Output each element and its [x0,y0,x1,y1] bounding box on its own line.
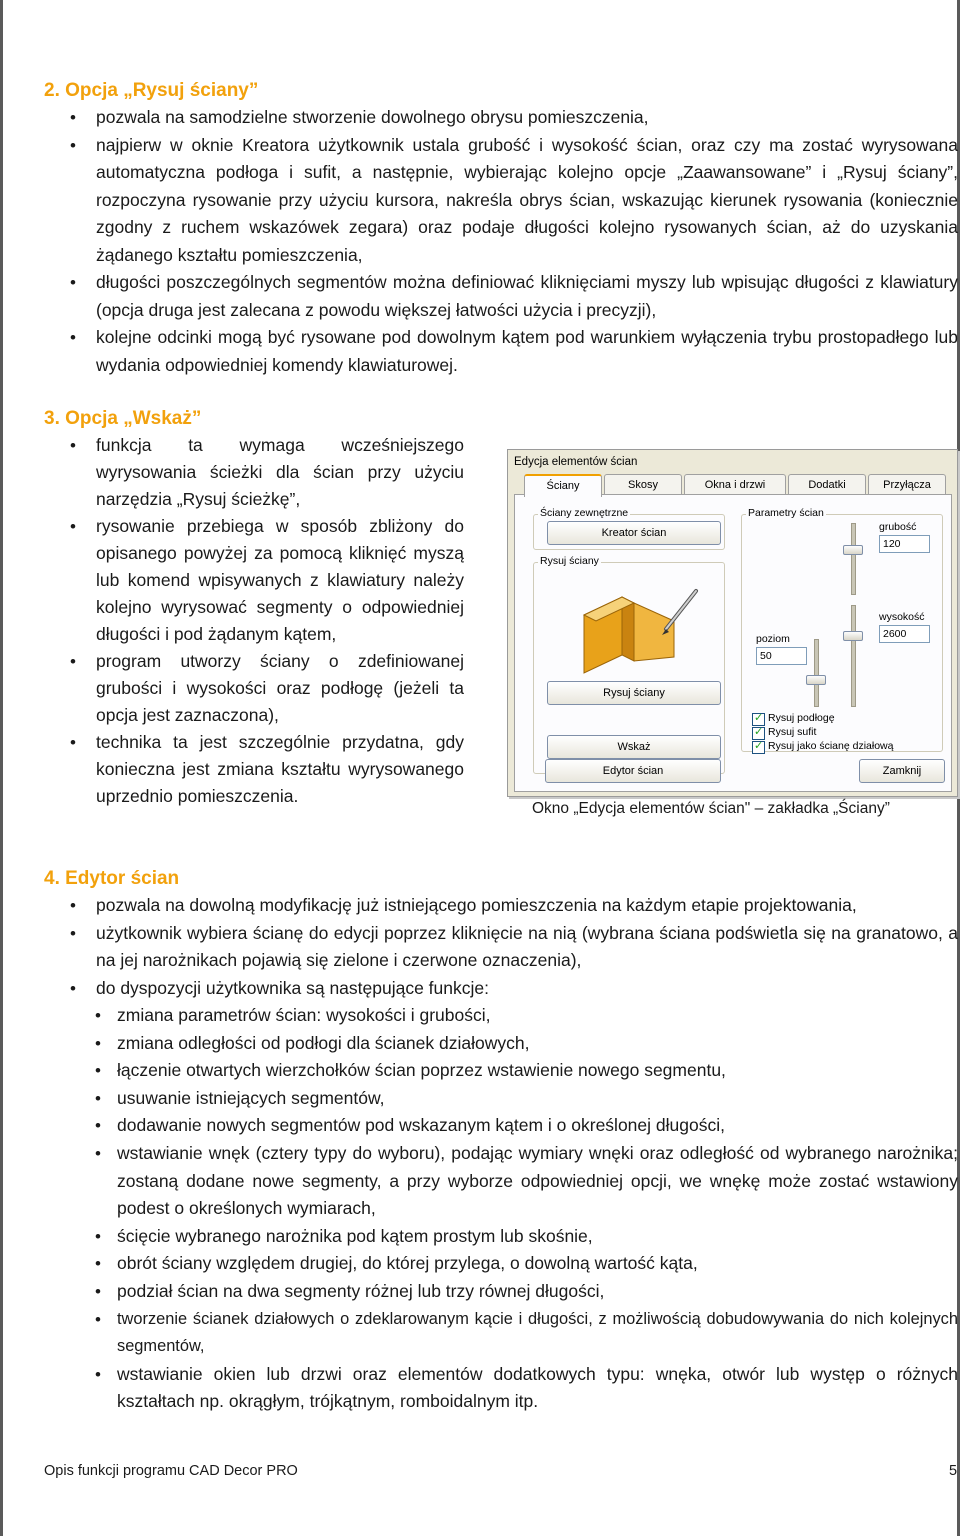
tab-sciany[interactable]: Ściany [524,474,602,497]
section-edytor-scian [44,866,958,1416]
draw-walls-button[interactable]: Rysuj ściany [547,681,721,705]
list-item: • funkcja ta wymaga wcześniejszego wyrysowania ścieżki dla ścian przy użyciu narzędzia „Rysuj ścieżkę”, [44,432,464,513]
tab-przylacza[interactable]: Przyłącza [868,474,946,495]
group-label: Ściany zewnętrzne [540,507,629,519]
tab-skosy[interactable]: Skosy [604,474,682,495]
level-input[interactable]: 50 [756,647,807,665]
group-wall-params [741,507,943,752]
figure-caption: Okno „Edycja elementów ścian" – zakładka „Ściany” [532,800,890,817]
tab-okna-i-drzwi[interactable]: Okna i drzwi [684,474,786,495]
height-label: wysokość [879,611,925,623]
wall-drawing-icon [562,577,712,677]
sub-list-item: • zmiana odległości od podłogi dla ścianek działowych, [44,1030,958,1058]
sub-list-item: • podział ścian na dwa segmenty różnej lub trzy równej długości, [44,1278,958,1306]
sub-list-item: • tworzenie ścianek działowych o zdeklarowanym kącie i długości, z możliwością dobudowywania do nich kolejnych segmentów, [44,1306,958,1361]
bullet-list [44,892,958,1002]
tab-dodatki[interactable]: Dodatki [788,474,866,495]
bullet-list [44,432,464,810]
section-heading: 2. Opcja „Rysuj ściany” [44,80,259,101]
group-external-walls [533,507,725,550]
list-item: • pozwala na samodzielne stworzenie dowolnego obrysu pomieszczenia, [44,104,958,132]
sub-list-item: • zmiana parametrów ścian: wysokości i grubości, [44,1002,958,1030]
sub-list-item: • wstawianie wnęk (cztery typy do wyboru), podając wymiary wnęki oraz odległość od wybranego narożnika; zostaną dodane nowe segmenty, a przy wyborze odpowiedniej opcji, we wnękę może zostać wstawiony podest o określonych wymiarach, [44,1140,958,1223]
wall-editor-button[interactable]: Edytor ścian [545,759,721,783]
list-item: • kolejne odcinki mogą być rysowane pod dowolnym kątem pod warunkiem wyłączenia trybu prostopadłego lub wydania odpowiedniej komendy klawiaturowej. [44,324,958,379]
bullet-list [44,104,958,379]
list-item: • rysowanie przebiega w sposób zbliżony do opisanego powyżej za pomocą kliknięć myszą lub komend wpisywanych z klawiatury należy kolejno wyrysować segmenty o odpowiedniej długości i pod żądanym kątem, [44,513,464,648]
list-item: • do dyspozycji użytkownika są następujące funkcje: [44,975,958,1003]
thickness-slider-handle[interactable] [843,545,863,555]
sub-bullet-list [44,1002,958,1416]
ceiling-checkbox-label: Rysuj sufit [768,726,817,738]
height-input[interactable]: 2600 [879,625,930,643]
list-item: • długości poszczególnych segmentów można definiować kliknięciami myszy lub wpisując długości z klawiatury (opcja druga jest zalecana z powodu większej łatwości użycia i precyzji), [44,269,958,324]
section-wskaz [44,406,464,810]
tab-panel [514,494,952,792]
group-label: Parametry ścian [748,507,824,519]
level-label: poziom [756,633,790,645]
dialog-title: Edycja elementów ścian [514,456,638,468]
list-item: • pozwala na dowolną modyfikację już istniejącego pomieszczenia na każdym etapie projektowania, [44,892,958,920]
thickness-slider-track [851,523,856,595]
sub-list-item: • ścięcie wybranego narożnika pod kątem prostym lub skośnie, [44,1223,958,1251]
height-slider-handle[interactable] [843,631,863,641]
sub-list-item: • dodawanie nowych segmentów pod wskazanym kątem i o określonej długości, [44,1112,958,1140]
level-slider-handle[interactable] [806,675,826,685]
wall-editing-dialog [507,449,958,797]
page-edge-left [0,0,3,1536]
list-item: • program utworzy ściany o zdefiniowanej grubości i wysokości oraz podłogę (jeżeli ta opcja jest zaznaczona), [44,648,464,729]
section-heading: 4. Edytor ścian [44,868,180,889]
list-item: • najpierw w oknie Kreatora użytkownik ustala grubość i wysokość ścian, oraz czy ma zostać wyrysowana automatyczna podłoga i sufit, a następnie, wybierając kolejno opcje „Zaawansowane” i „Rysuj ściany”, rozpoczyna rysowanie przy użyciu kursora, nakreśla obrys ścian, wskazując kierunek rysowania (koniecznie zgodny z ruchem wskazówek zegara) oraz podaje długości kolejno rysowanych ścian, aż do uzyskania żądanego kształtu pomieszczenia, [44,132,958,270]
tab-bar [514,474,951,496]
list-item: • użytkownik wybiera ścianę do edycji poprzez kliknięcie na nią (wybrana ściana podświetla się na granatowo, a na jej narożnikach pojawią się zielone i czerwone oznaczenia), [44,920,958,975]
thickness-input[interactable]: 120 [879,535,930,553]
close-button[interactable]: Zamknij [859,759,945,783]
sub-list-item: • łączenie otwartych wierzchołków ścian poprzez wstawienie nowego segmentu, [44,1057,958,1085]
section-heading: 3. Opcja „Wskaż” [44,408,202,429]
kreator-button[interactable]: Kreator ścian [547,521,721,545]
point-button[interactable]: Wskaż [547,735,721,759]
thickness-label: grubość [879,521,917,533]
height-slider-track [851,605,856,707]
partition-checkbox-label: Rysuj jako ścianę działową [768,740,894,752]
footer-title: Opis funkcji programu CAD Decor PRO [44,1463,298,1479]
list-item: • technika ta jest szczególnie przydatna, gdy konieczna jest zmiana kształtu wyrysowanego uprzednio pomieszczenia. [44,729,464,810]
level-slider-track [814,639,819,707]
floor-checkbox-label: Rysuj podłogę [768,712,835,724]
partition-checkbox[interactable] [752,741,765,754]
page-number: 5 [949,1463,958,1479]
sub-list-item: • usuwanie istniejących segmentów, [44,1085,958,1113]
sub-list-item: • wstawianie okien lub drzwi oraz elementów dodatkowych typu: wnęka, otwór lub występ o różnych kształtach np. okrągłym, trójkątnym, romboidalnym itp. [44,1361,958,1416]
sub-list-item: • obrót ściany względem drugiej, do której przylega, o dowolną wartość kąta, [44,1250,958,1278]
section-rysuj-sciany [44,78,958,379]
group-draw-walls [533,555,725,774]
group-label: Rysuj ściany [540,555,599,567]
